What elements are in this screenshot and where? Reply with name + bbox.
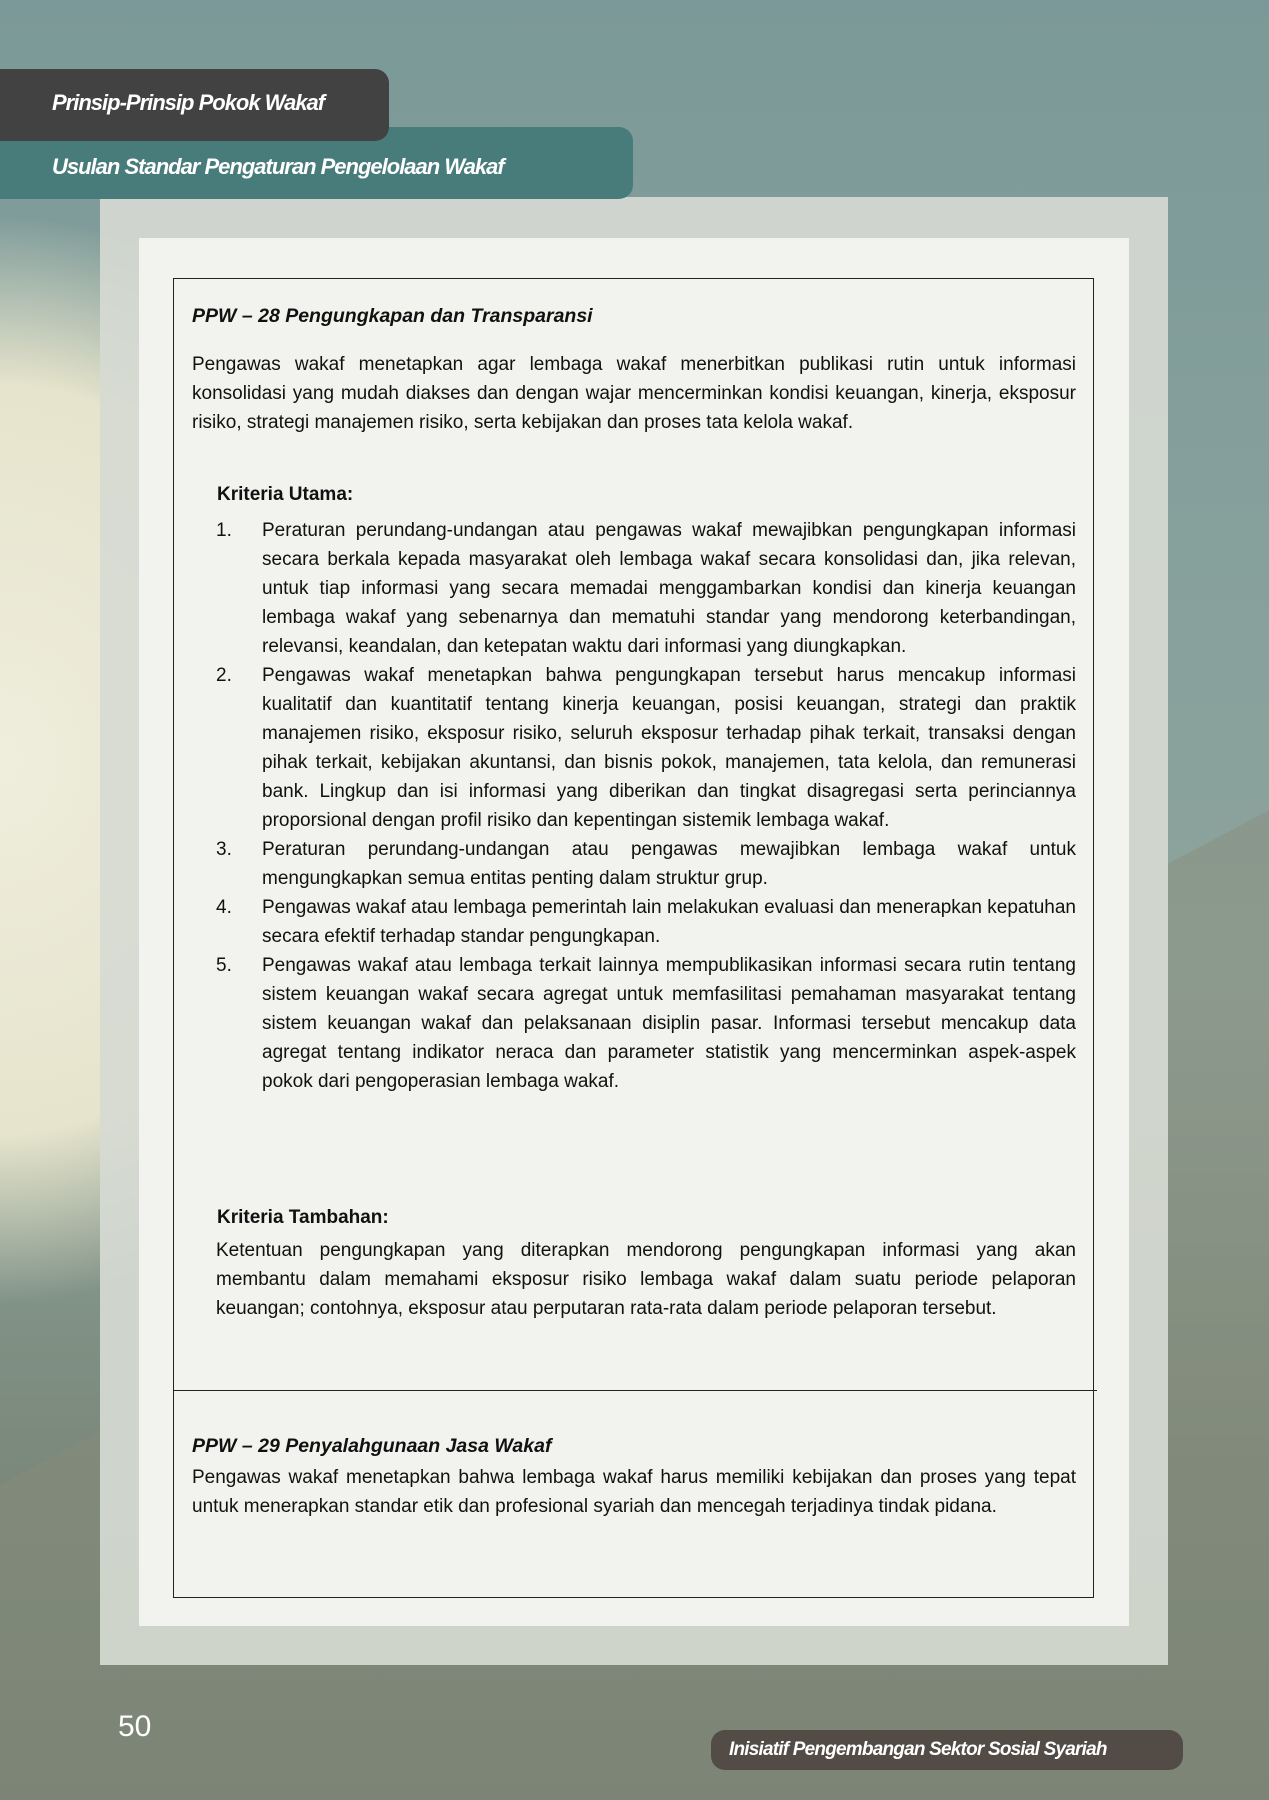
list-item: [216, 951, 1076, 1096]
item-text: Pengawas wakaf atau lembaga pemerintah lain melakukan evaluasi dan menerapkan kepatuhan secara efektif terhadap standar pengungkapan.: [262, 897, 1076, 947]
page-number: 50: [118, 1710, 152, 1743]
chapter-tab: [0, 69, 389, 141]
ppw29-heading-wrap: [192, 1432, 1076, 1461]
list-item: [216, 835, 1076, 893]
main-criteria-label: Kriteria Utama:: [217, 484, 354, 505]
footer-badge: [711, 1730, 1183, 1770]
list-item: [216, 893, 1076, 951]
ppw28-heading-wrap: [192, 302, 1076, 331]
book-title: Inisiatif Pengembangan Sektor Sosial Syariah: [729, 1739, 1107, 1760]
ppw29-text: Pengawas wakaf menetapkan bahwa lembaga wakaf harus memiliki kebijakan dan proses yang tepat untuk menerapkan standar etik dan profesional syariah dan mencegah terjadinya tindak pidana.: [192, 1467, 1076, 1517]
ppw29-title: PPW – 29 Penyalahgunaan Jasa Wakaf: [192, 1435, 552, 1457]
item-text: Pengawas wakaf atau lembaga terkait lainnya mempublikasikan informasi secara rutin tentang sistem keuangan wakaf secara agregat untuk memfasilitasi pemahaman masyarakat tentang sistem keuangan wakaf dan pelaksanaan disiplin pasar. Informasi tersebut mencakup data agregat tentang indikator neraca dan parameter statistik yang mencerminkan aspek-aspek pokok dari pengoperasian lembaga wakaf.: [262, 955, 1076, 1092]
item-number: 4.: [216, 897, 232, 918]
extra-criteria-text: Ketentuan pengungkapan yang diterapkan mendorong pengungkapan informasi yang akan membantu dalam memahami eksposur risiko lembaga wakaf dalam suatu periode pelaporan keuangan; contohnya, eksposur atau perputaran rata-rata dalam periode pelaporan tersebut.: [216, 1240, 1076, 1319]
list-item: [216, 516, 1076, 661]
ppw28-title: PPW – 28 Pengungkapan dan Transparansi: [192, 305, 593, 327]
item-number: 1.: [216, 520, 232, 541]
item-number: 5.: [216, 955, 232, 976]
chapter-title: Prinsip-Prinsip Pokok Wakaf: [52, 90, 325, 115]
item-number: 2.: [216, 665, 232, 686]
main-criteria-list: [216, 516, 1076, 1096]
ppw28-intro: Pengawas wakaf menetapkan agar lembaga wakaf menerbitkan publikasi rutin untuk informasi konsolidasi yang mudah diakses dan dengan wajar mencerminkan kondisi keuangan, kinerja, eksposur risiko, strategi manajemen risiko, serta kebijakan dan proses tata kelola wakaf.: [192, 354, 1076, 433]
item-text: Peraturan perundang-undangan atau pengawas mewajibkan lembaga wakaf untuk mengungkapkan semua entitas penting dalam struktur grup.: [262, 839, 1076, 889]
item-number: 3.: [216, 839, 232, 860]
extra-criteria-label: Kriteria Tambahan:: [217, 1207, 389, 1228]
section-divider: [173, 1390, 1097, 1391]
list-item: [216, 661, 1076, 835]
section-title: Usulan Standar Pengaturan Pengelolaan Wakaf: [52, 154, 504, 179]
item-text: Pengawas wakaf menetapkan bahwa pengungkapan tersebut harus mencakup informasi kualitatif dan kuantitatif tentang kinerja keuangan, posisi keuangan, strategi dan praktik manajemen risiko, eksposur risiko, seluruh eksposur terhadap pihak terkait, transaksi dengan pihak terkait, kebijakan akuntansi, dan bisnis pokok, manajemen, tata kelola, dan remunerasi bank. Lingkup dan isi informasi yang diberikan dan tingkat disagregasi serta perinciannya proporsional dengan profil risiko dan kepentingan sistemik lembaga wakaf.: [262, 665, 1076, 831]
item-text: Peraturan perundang-undangan atau pengawas wakaf mewajibkan pengungkapan informasi secara berkala kepada masyarakat oleh lembaga wakaf secara konsolidasi dan, jika relevan, untuk tiap informasi yang secara memadai menggambarkan kondisi dan kinerja keuangan lembaga wakaf yang sebenarnya dan mematuhi standar yang mendorong keterbandingan, relevansi, keandalan, dan ketepatan waktu dari informasi yang diungkapkan.: [262, 520, 1076, 657]
